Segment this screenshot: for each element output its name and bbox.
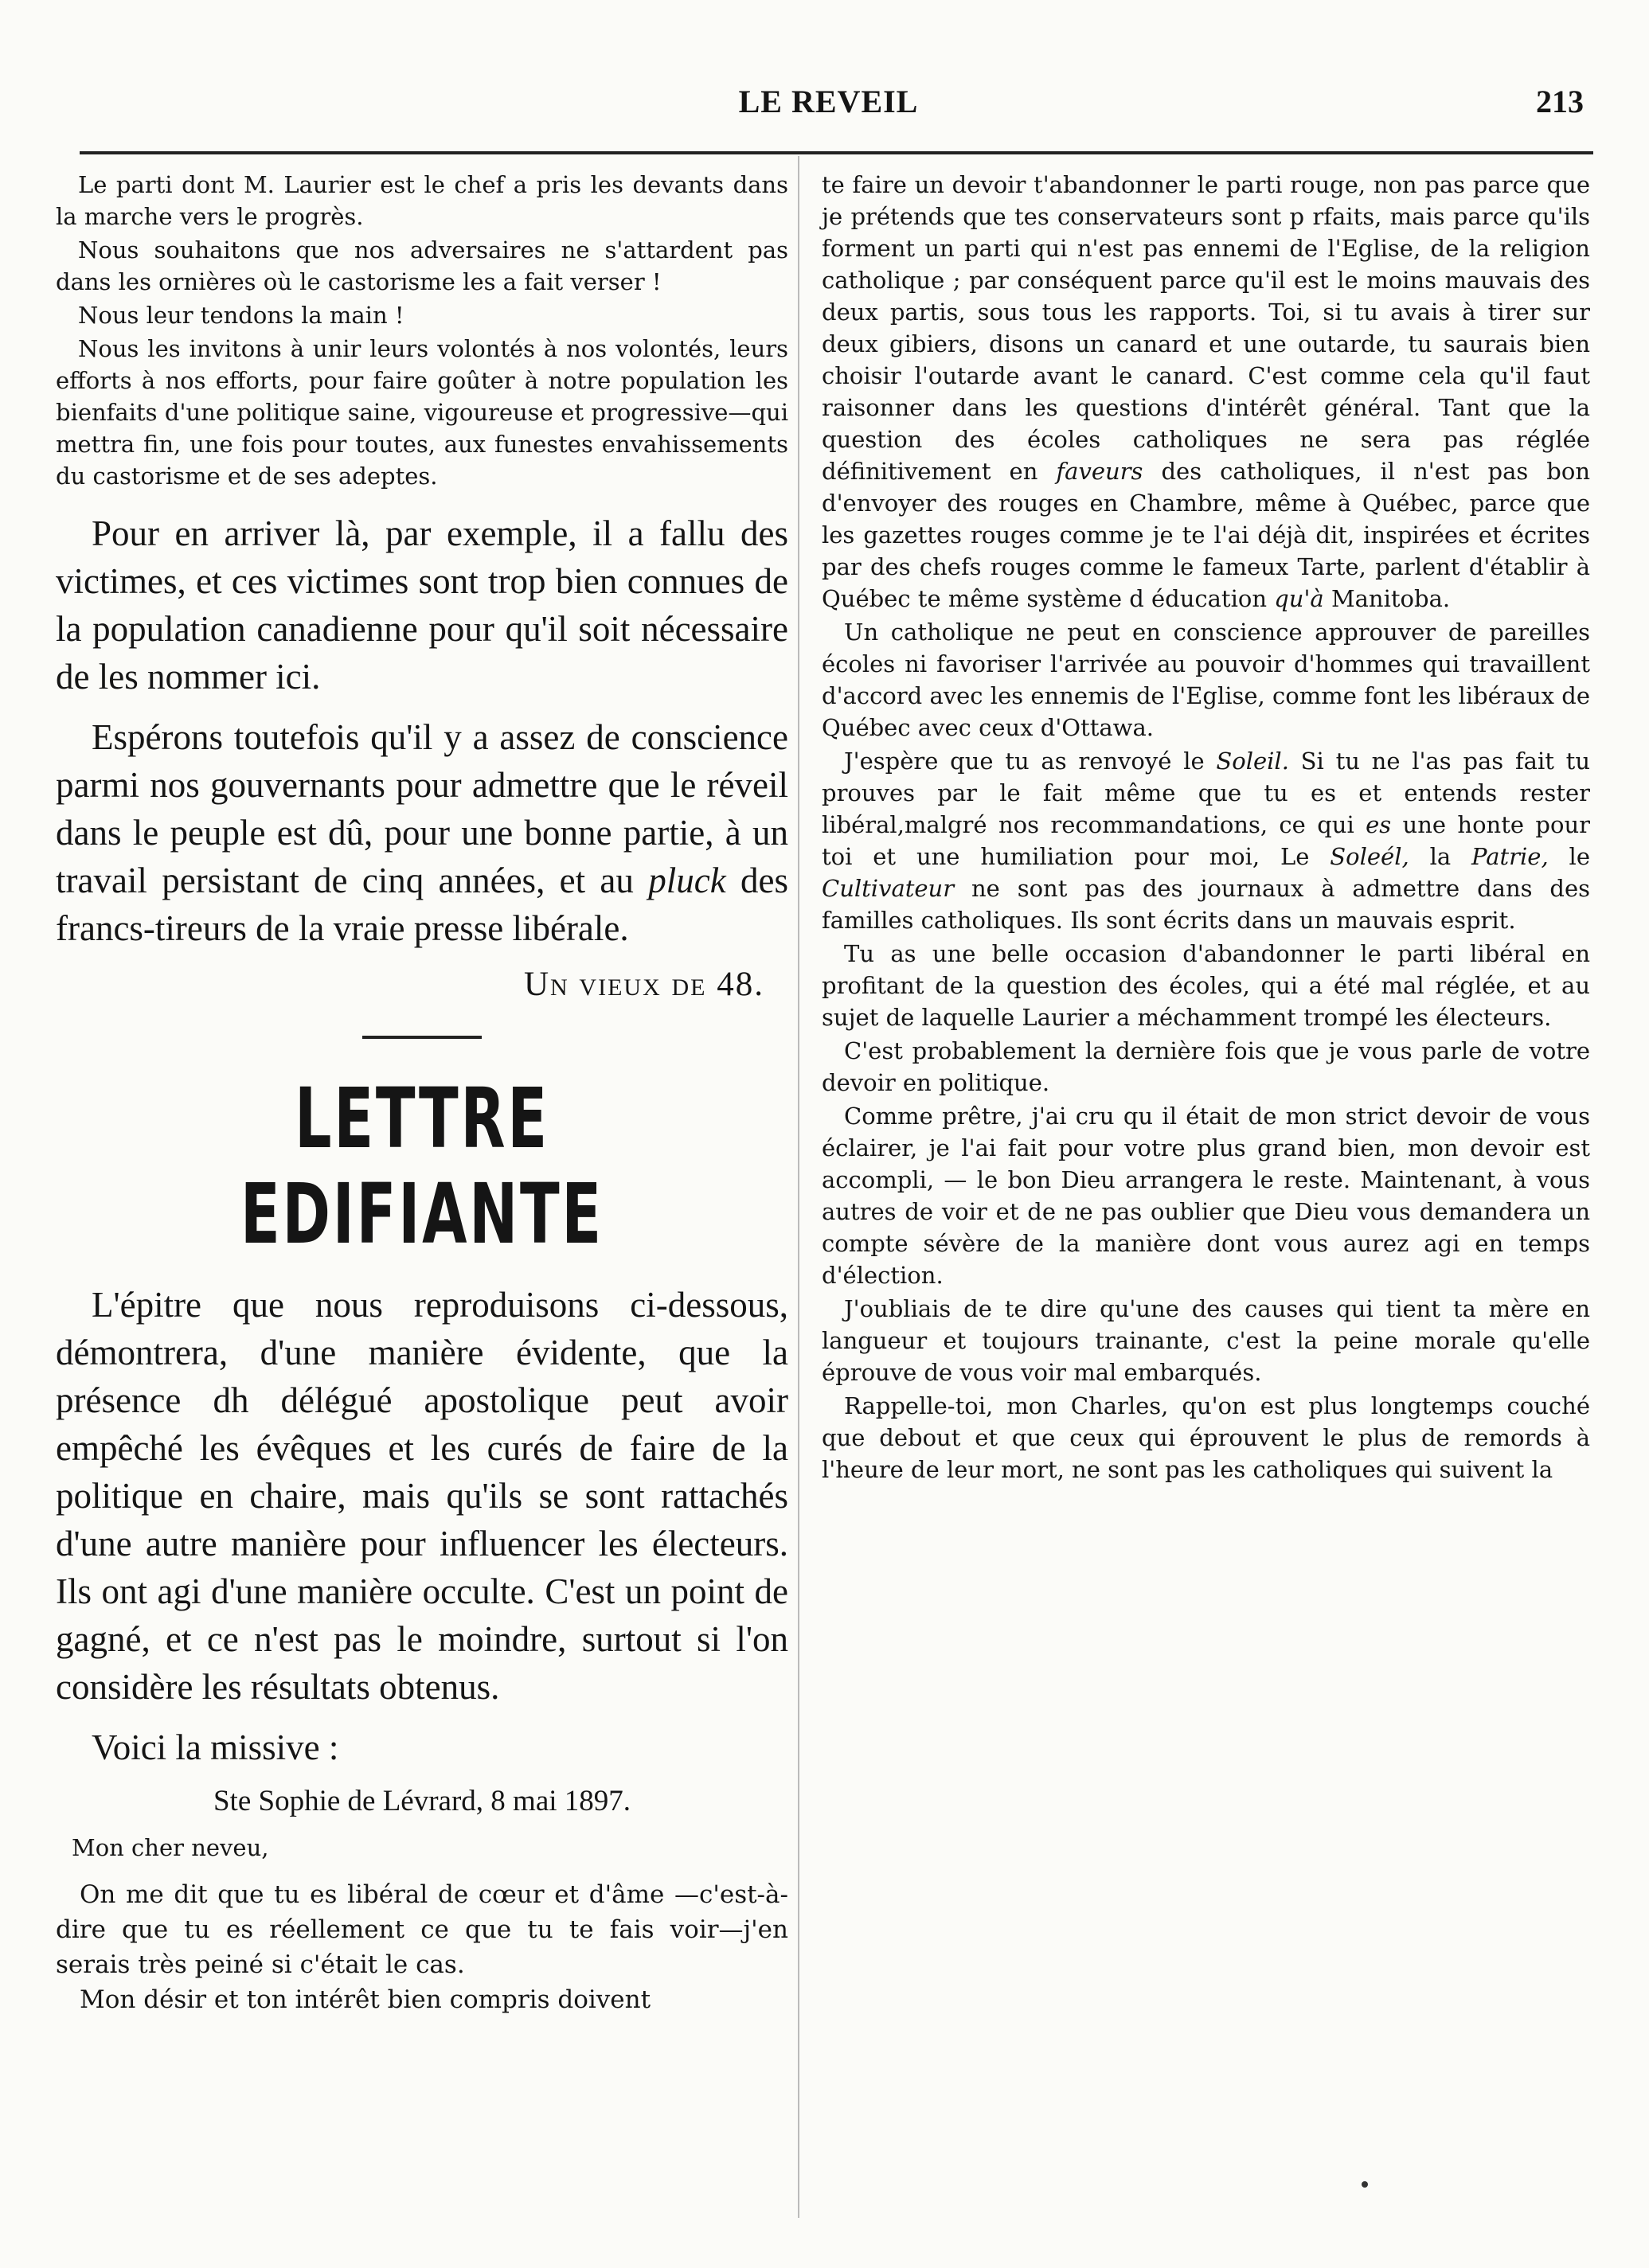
italic-word: Cultivateur	[822, 875, 955, 902]
article-signature: Un vieux de 48.	[523, 966, 764, 1003]
paragraph: Un catholique ne peut en conscience approuver de pareilles écoles ni favoriser l'arrivée au pouvoir d'hommes qui travaillent d'accord avec les ennemis de l'Eglise, comme font les libéraux de Québec avec ceux d'Ottawa.	[822, 619, 1590, 741]
article-continuation	[56, 169, 788, 492]
left-column	[56, 169, 788, 2017]
paragraph: Nous leur tendons la main !	[78, 302, 404, 329]
italic-word: pluck	[648, 861, 726, 900]
paragraph: Mon désir et ton intérêt bien compris doivent	[80, 1985, 651, 2014]
letter-body-start	[56, 1877, 788, 2017]
paragraph: Tu as une belle occasion d'abandonner le parti libéral en profitant de la question des écoles, qui a été mal réglée, et au sujet de laquelle Laurier a méchamment trompé les électeurs.	[822, 940, 1590, 1031]
page-number: 213	[1536, 84, 1584, 119]
paragraph: Espérons toutefois qu'il y a assez de conscience parmi nos gouvernants pour admettre que le réveil dans le peuple est dû, pour une bonne partie, à un travail persistant de cinq années, et au pluck des francs-tireurs de la vraie presse libérale.	[56, 717, 788, 948]
paragraph: On me dit que tu es libéral de cœur et d'âme —c'est-à-dire que tu es réellement ce que tu te fais voir—j'en serais très peiné si c'était le cas.	[56, 1880, 788, 1979]
right-column	[822, 169, 1590, 1487]
paragraph: Le parti dont M. Laurier est le chef a pris les devants dans la marche vers le progrès.	[56, 171, 788, 230]
paragraph: te faire un devoir t'abandonner le parti rouge, non pas parce que je prétends que tes conservateurs sont p rfaits, mais parce qu'ils forment un parti qui n'est pas ennemi de l'Eglise, de la religion catholique ; par conséquent parce qu'il est le moins mauvais des deux partis, sous tous les rapports. Toi, si tu avais à tirer sur deux gibiers, disons un canard et une outarde, tu saurais bien choisir l'outarde avant le canard. C'est comme cela qu'il faut raisonner dans les questions d'intérêt général. Tant que la question des écoles catholiques ne sera pas réglée définitivement en faveurs des catholiques, il n'est pas bon d'envoyer des rouges en Chambre, même à Québec, parce que les gazettes rouges comme je te l'ai déjà dit, inspirées et écrites par des chefs rouges comme le fameux Tarte, parlent d'établir à Québec te même système d éducation qu'à Manitoba.	[822, 171, 1590, 612]
paragraph: J'oubliais de te dire qu'une des causes qui tient ta mère en langueur et toujours trainante, c'est la peine morale qu'elle éprouve de vous voir mal embarqués.	[822, 1295, 1590, 1386]
letter-dateline: Ste Sophie de Lévrard, 8 mai 1897.	[213, 1785, 631, 1817]
italic-word: es	[1366, 811, 1392, 838]
ink-mark	[1362, 2181, 1368, 2188]
italic-word: Patrie,	[1471, 843, 1549, 870]
paragraph: Nous les invitons à unir leurs volontés à nos volontés, leurs efforts à nos efforts, pour faire goûter à notre population les bienfaits d'une politique saine, vigoureuse et progressive—qui mettra fin, une fois pour toutes, aux funestes envahissements du castorisme et de ses adeptes.	[56, 335, 788, 490]
italic-word: qu'à	[1274, 585, 1324, 612]
article-headline: LETTRE EDIFIANTE	[240, 1070, 604, 1263]
article-conclusion	[56, 509, 788, 952]
paragraph: J'espère que tu as renvoyé le Soleil. Si tu ne l'as pas fait tu prouves par le fait même que tu es et entends rester libéral,malgré nos recommandations, ce qui es une honte pour toi et une humiliation pour moi, Le Soleél, la Patrie, le Cultivateur ne sont pas des journaux à admettre dans des familles catholiques. Ils sont écrits dans un mauvais esprit.	[822, 748, 1590, 934]
paragraph: C'est probablement la dernière fois que je vous parle de votre devoir en politique.	[822, 1037, 1590, 1096]
page-header	[64, 83, 1593, 123]
paragraph: L'épitre que nous reproduisons ci-dessous, démontrera, d'une manière évidente, que la présence dh délégué apostolique peut avoir empêché les évêques et les curés de faire de la politique en chaire, mais qu'ils se sont rattachés d'une autre manière pour influencer les électeurs. Ils ont agi d'une manière occulte. C'est un point de gagné, et ce n'est pas le moindre, surtout si l'on considère les résultats obtenus.	[56, 1285, 788, 1707]
newspaper-title: LE REVEIL	[738, 84, 919, 119]
italic-word: faveurs	[1056, 458, 1143, 485]
paragraph: Rappelle-toi, mon Charles, qu'on est plus longtemps couché que debout et que ceux qui éprouvent le plus de remords à l'heure de leur mort, ne sont pas les catholiques qui suivent la	[822, 1392, 1590, 1483]
letter-salutation: Mon cher neveu,	[72, 1834, 269, 1861]
article-intro	[56, 1281, 788, 1771]
paragraph: Comme prêtre, j'ai cru qu il était de mon strict devoir de vous éclairer, je l'ai fait pour votre plus grand bien, mon devoir est accompli, — le bon Dieu arrangera le reste. Maintenant, à vous autres de voir et de ne pas oublier que Dieu vous demandera un compte sévère de la manière dont vous aurez agi en temps d'élection.	[822, 1103, 1590, 1289]
italic-word: Soleél,	[1330, 843, 1409, 870]
paragraph: Voici la missive :	[92, 1727, 339, 1767]
paragraph: Pour en arriver là, par exemple, il a fallu des victimes, et ces victimes sont trop bien connues de la population canadienne pour qu'il soit nécessaire de les nommer ici.	[56, 513, 788, 697]
header-rule	[80, 151, 1593, 154]
italic-word: Soleil.	[1216, 748, 1289, 775]
paragraph: Nous souhaitons que nos adversaires ne s'attardent pas dans les ornières où le castorisme les a fait verser !	[56, 236, 788, 295]
column-separator	[798, 156, 799, 2218]
section-divider	[362, 1036, 482, 1039]
